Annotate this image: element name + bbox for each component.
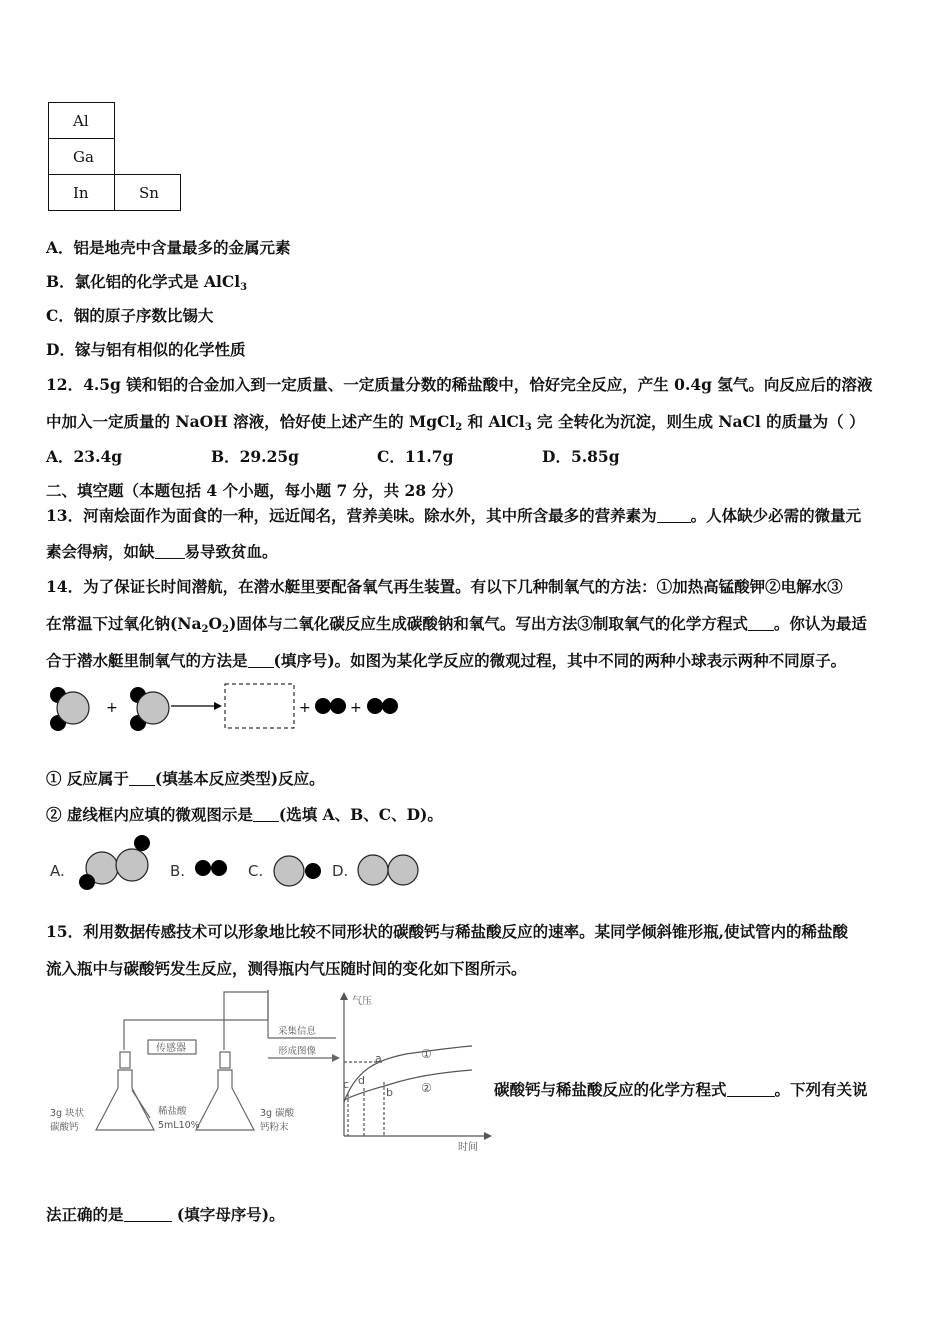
plus-sign: + [299, 700, 311, 716]
black-atom [367, 698, 383, 714]
choice-b-label: B. [170, 862, 186, 880]
q13-line2: 素会得病，如缺 易导致贫血。 [46, 542, 278, 561]
periodic-table-fragment [48, 102, 181, 211]
answer-blank[interactable] [657, 508, 691, 523]
cell-ga: Ga [49, 139, 115, 175]
answer-blank[interactable] [748, 616, 774, 631]
q11-option-c: C．铟的原子序数比锡大 [46, 306, 214, 325]
q12-option-d: D．5.85g [542, 447, 620, 466]
q14-line2: 在常温下过氧化钠$(Na_2O_2)$固体与二氧化碳反应生成碳酸钠和氧气。写出方法③制取氧气的化学方程式 。你认为最适 [46, 614, 867, 635]
answer-blank[interactable] [727, 1082, 775, 1097]
plus-sign: + [350, 700, 362, 716]
q14-line1: 14．为了保证长时间潜航，在潜水艇里要配备氧气再生装置。有以下几种制氧气的方法：①加热高锰酸钾②电解水③ [46, 577, 843, 596]
black-atom [315, 698, 331, 714]
answer-blank[interactable] [248, 653, 274, 668]
q11-option-a: A．铝是地壳中含量最多的金属元素 [46, 238, 291, 257]
point-b-label: b [386, 1086, 393, 1099]
q14-subq2: ② 虚线框内应填的微观图示是 (选填 A、B、C、D)。 [46, 805, 443, 824]
section-heading: 二、填空题（本题包括 4 个小题，每小题 7 分，共 28 分） [46, 481, 463, 500]
reaction-diagram [40, 678, 410, 740]
right-flask-label-1: 3g 碳酸 [260, 1108, 295, 1119]
q11-option-b: B．氯化铝的化学式是 AlCl$_3$ [46, 272, 248, 293]
grey-atom [137, 692, 169, 724]
q15-line1: 15．利用数据传感技术可以形象地比较不同形状的碳酸钙与稀盐酸反应的速率。某同学倾斜锥形瓶,使试管内的稀盐酸 [46, 922, 848, 941]
q11-option-d: D．镓与铝有相似的化学性质 [46, 340, 246, 359]
q14-line3: 合于潜水艇里制氧气的方法是 (填序号)。如图为某化学反应的微观过程，其中不同的两种小球表示两种不同原子。 [46, 651, 847, 670]
q13-line1: 13．河南烩面作为面食的一种，远近闻名，营养美味。除水外，其中所含最多的营养素为 。人体缺少必需的微量元 [46, 506, 862, 525]
answer-blank[interactable] [129, 771, 155, 786]
black-atom [79, 874, 95, 890]
sensor-label: 传感器 [156, 1043, 186, 1054]
left-flask-label-1: 3g 块状 [50, 1108, 85, 1119]
plus-sign: + [106, 700, 118, 716]
y-axis-label: 气压 [352, 996, 372, 1007]
point-c-label: c [343, 1078, 350, 1091]
answer-blank[interactable] [155, 544, 185, 559]
q12-option-b: B．29.25g [211, 447, 299, 466]
q15-side-text: 碳酸钙与稀盐酸反应的化学方程式 。下列有关说 [494, 1080, 868, 1099]
q12-option-c: C．11.7g [377, 447, 454, 466]
left-flask-label-2: 碳酸钙 [50, 1122, 79, 1133]
black-atom [330, 698, 346, 714]
q15-line3: 法正确的是 (填字母序号)。 [46, 1205, 285, 1224]
cell-sn: Sn [115, 175, 181, 211]
point-d-label: d [358, 1074, 365, 1087]
experiment-figure [46, 990, 494, 1155]
q12-option-a: A．23.4g [46, 447, 123, 466]
black-atom [382, 698, 398, 714]
dashed-box [225, 684, 294, 728]
black-atom [134, 835, 150, 851]
q15-line2: 流入瓶中与碳酸钙发生反应，测得瓶内气压随时间的变化如下图所示。 [46, 959, 527, 978]
curve-1-label: ① [421, 1047, 432, 1061]
point-a-label: a [375, 1052, 382, 1065]
grey-atom [57, 692, 89, 724]
cell-al: Al [49, 103, 115, 139]
q12-line2: 中加入一定质量的 NaOH 溶液，恰好使上述产生的 MgCl$_2$ 和 AlCl$_3$ 完 全转化为沉淀，则生成 NaCl 的质量为（ ） [46, 412, 865, 433]
choice-a-label: A. [50, 862, 65, 880]
q14-subq1: ① 反应属于 (填基本反应类型)反应。 [46, 769, 325, 788]
answer-blank[interactable] [253, 807, 279, 822]
collect-label-2: 形成图像 [278, 1046, 317, 1057]
choice-c-label: C. [248, 862, 264, 880]
right-flask-label-2: 钙粉末 [260, 1122, 289, 1133]
q12-line1: 12．4.5g 镁和铝的合金加入到一定质量、一定质量分数的稀盐酸中，恰好完全反应，产生 0.4g 氢气。向反应后的溶液 [46, 375, 873, 394]
acid-label-1: 稀盐酸 [158, 1106, 187, 1117]
choice-diagrams [46, 832, 436, 894]
choice-d-label: D. [332, 862, 349, 880]
collect-label-1: 采集信息 [278, 1026, 317, 1037]
answer-blank[interactable] [124, 1207, 172, 1222]
cell-in: In [49, 175, 115, 211]
arrow-head [214, 702, 222, 710]
x-axis-label: 时间 [458, 1142, 478, 1153]
curve-2-label: ② [421, 1081, 432, 1095]
acid-label-2: 5mL10% [158, 1120, 200, 1131]
